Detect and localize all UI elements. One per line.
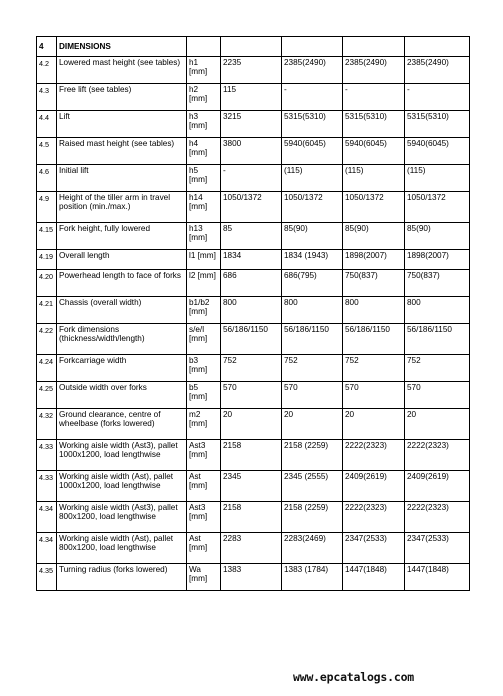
row-value: 686(795) xyxy=(282,270,343,297)
row-value: 2283 xyxy=(221,533,282,564)
row-value: 2235 xyxy=(221,57,282,84)
header-empty-cell xyxy=(343,37,405,57)
row-value: 56/186/1150 xyxy=(282,324,343,355)
row-value: 1050/1372 xyxy=(221,192,282,223)
row-value: 800 xyxy=(221,297,282,324)
row-value: 5940(6045) xyxy=(282,138,343,165)
row-label: Height of the tiller arm in travel position (min./max.) xyxy=(57,192,187,223)
row-value: 1050/1372 xyxy=(405,192,470,223)
row-symbol: Ast3 [mm] xyxy=(187,440,221,471)
header-empty-cell xyxy=(282,37,343,57)
row-value: 1447(1848) xyxy=(405,564,470,591)
section-title: DIMENSIONS xyxy=(57,37,187,57)
row-value: 1834 (1943) xyxy=(282,250,343,270)
header-empty-cell xyxy=(405,37,470,57)
row-number: 4.33 xyxy=(37,471,57,502)
row-label: Fork height, fully lowered xyxy=(57,223,187,250)
table-row xyxy=(37,564,470,591)
row-value: 2222(2323) xyxy=(405,502,470,533)
row-number: 4.20 xyxy=(37,270,57,297)
row-label: Outside width over forks xyxy=(57,382,187,409)
row-label: Overall length xyxy=(57,250,187,270)
row-value: 20 xyxy=(405,409,470,440)
row-symbol: b5 [mm] xyxy=(187,382,221,409)
row-value: 5940(6045) xyxy=(405,138,470,165)
row-value: 1898(2007) xyxy=(343,250,405,270)
table-row xyxy=(37,223,470,250)
row-value: 5315(5310) xyxy=(343,111,405,138)
row-value: 20 xyxy=(343,409,405,440)
table-header-row xyxy=(37,37,470,57)
row-label: Forkcarriage width xyxy=(57,355,187,382)
dimensions-table xyxy=(36,36,470,591)
row-number: 4.33 xyxy=(37,440,57,471)
footer-url: www.epcatalogs.com xyxy=(293,670,415,684)
table-row xyxy=(37,355,470,382)
table-row xyxy=(37,440,470,471)
table-row xyxy=(37,502,470,533)
row-label: Chassis (overall width) xyxy=(57,297,187,324)
row-value: 2345 xyxy=(221,471,282,502)
table-row xyxy=(37,84,470,111)
table-row xyxy=(37,471,470,502)
row-number: 4.34 xyxy=(37,502,57,533)
row-symbol: h3 [mm] xyxy=(187,111,221,138)
row-value: - xyxy=(221,165,282,192)
row-value: 570 xyxy=(221,382,282,409)
row-value: 115 xyxy=(221,84,282,111)
row-value: 750(837) xyxy=(405,270,470,297)
row-label: Turning radius (forks lowered) xyxy=(57,564,187,591)
row-value: (115) xyxy=(282,165,343,192)
row-label: Initial lift xyxy=(57,165,187,192)
row-value: 2385(2490) xyxy=(343,57,405,84)
row-number: 4.9 xyxy=(37,192,57,223)
table-row xyxy=(37,165,470,192)
row-symbol: h14 [mm] xyxy=(187,192,221,223)
header-empty-cell xyxy=(221,37,282,57)
row-symbol: h4 [mm] xyxy=(187,138,221,165)
row-value: 2158 (2259) xyxy=(282,502,343,533)
row-value: 1050/1372 xyxy=(343,192,405,223)
row-value: 3800 xyxy=(221,138,282,165)
row-value: 752 xyxy=(282,355,343,382)
row-number: 4.6 xyxy=(37,165,57,192)
row-label: Working aisle width (Ast), pallet 800x1200, load lengthwise xyxy=(57,533,187,564)
row-value: 2158 xyxy=(221,502,282,533)
row-number: 4.19 xyxy=(37,250,57,270)
row-value: - xyxy=(343,84,405,111)
row-number: 4.25 xyxy=(37,382,57,409)
row-symbol: Ast3 [mm] xyxy=(187,502,221,533)
row-value: 1050/1372 xyxy=(282,192,343,223)
row-number: 4.5 xyxy=(37,138,57,165)
row-value: 1898(2007) xyxy=(405,250,470,270)
row-number: 4.24 xyxy=(37,355,57,382)
table-row xyxy=(37,138,470,165)
row-value: 5315(5310) xyxy=(405,111,470,138)
table-row xyxy=(37,297,470,324)
row-symbol: h1 [mm] xyxy=(187,57,221,84)
header-empty-cell xyxy=(187,37,221,57)
row-value: 2222(2323) xyxy=(405,440,470,471)
row-number: 4.21 xyxy=(37,297,57,324)
row-value: 1383 (1784) xyxy=(282,564,343,591)
row-value: 85(90) xyxy=(405,223,470,250)
row-value: 2385(2490) xyxy=(405,57,470,84)
row-value: 750(837) xyxy=(343,270,405,297)
row-value: 5940(6045) xyxy=(343,138,405,165)
row-symbol: l2 [mm] xyxy=(187,270,221,297)
row-label: Free lift (see tables) xyxy=(57,84,187,111)
row-number: 4.4 xyxy=(37,111,57,138)
row-symbol: Wa [mm] xyxy=(187,564,221,591)
row-value: 800 xyxy=(405,297,470,324)
row-symbol: h13 [mm] xyxy=(187,223,221,250)
row-symbol: Ast [mm] xyxy=(187,533,221,564)
row-symbol: b3 [mm] xyxy=(187,355,221,382)
row-value: 2345 (2555) xyxy=(282,471,343,502)
row-number: 4.34 xyxy=(37,533,57,564)
row-value: - xyxy=(405,84,470,111)
row-value: - xyxy=(282,84,343,111)
row-value: 20 xyxy=(282,409,343,440)
row-value: 686 xyxy=(221,270,282,297)
table-row xyxy=(37,324,470,355)
table-row xyxy=(37,270,470,297)
row-number: 4.15 xyxy=(37,223,57,250)
row-value: 1834 xyxy=(221,250,282,270)
row-label: Raised mast height (see tables) xyxy=(57,138,187,165)
table-row xyxy=(37,533,470,564)
row-value: 3215 xyxy=(221,111,282,138)
table-row xyxy=(37,409,470,440)
row-value: 2409(2619) xyxy=(343,471,405,502)
row-value: 752 xyxy=(405,355,470,382)
row-symbol: s/e/l [mm] xyxy=(187,324,221,355)
row-label: Working aisle width (Ast3), pallet 1000x1200, load lengthwise xyxy=(57,440,187,471)
row-symbol: h2 [mm] xyxy=(187,84,221,111)
row-number: 4.2 xyxy=(37,57,57,84)
row-value: 2283(2469) xyxy=(282,533,343,564)
row-value: 570 xyxy=(343,382,405,409)
row-symbol: b1/b2 [mm] xyxy=(187,297,221,324)
row-label: Lowered mast height (see tables) xyxy=(57,57,187,84)
row-value: 2222(2323) xyxy=(343,440,405,471)
row-number: 4.3 xyxy=(37,84,57,111)
row-value: 2158 (2259) xyxy=(282,440,343,471)
row-value: 2158 xyxy=(221,440,282,471)
row-value: (115) xyxy=(343,165,405,192)
row-value: 570 xyxy=(405,382,470,409)
row-value: 2347(2533) xyxy=(343,533,405,564)
row-value: 800 xyxy=(282,297,343,324)
row-symbol: Ast [mm] xyxy=(187,471,221,502)
row-value: 85(90) xyxy=(282,223,343,250)
row-label: Fork dimensions (thickness/width/length) xyxy=(57,324,187,355)
row-symbol: h5 [mm] xyxy=(187,165,221,192)
row-value: 752 xyxy=(221,355,282,382)
row-value: 570 xyxy=(282,382,343,409)
row-value: (115) xyxy=(405,165,470,192)
row-value: 56/186/1150 xyxy=(405,324,470,355)
row-number: 4.32 xyxy=(37,409,57,440)
row-value: 2222(2323) xyxy=(343,502,405,533)
row-value: 85(90) xyxy=(343,223,405,250)
row-value: 85 xyxy=(221,223,282,250)
row-label: Lift xyxy=(57,111,187,138)
row-symbol: l1 [mm] xyxy=(187,250,221,270)
row-label: Working aisle width (Ast3), pallet 800x1200, load lengthwise xyxy=(57,502,187,533)
row-value: 5315(5310) xyxy=(282,111,343,138)
row-number: 4.22 xyxy=(37,324,57,355)
row-value: 1447(1848) xyxy=(343,564,405,591)
row-value: 752 xyxy=(343,355,405,382)
row-value: 20 xyxy=(221,409,282,440)
section-number: 4 xyxy=(37,37,57,57)
row-label: Ground clearance, centre of wheelbase (forks lowered) xyxy=(57,409,187,440)
row-number: 4.35 xyxy=(37,564,57,591)
table-row xyxy=(37,250,470,270)
row-value: 1383 xyxy=(221,564,282,591)
row-value: 2347(2533) xyxy=(405,533,470,564)
table-row xyxy=(37,192,470,223)
table-row xyxy=(37,382,470,409)
row-value: 2409(2619) xyxy=(405,471,470,502)
table-row xyxy=(37,57,470,84)
row-value: 800 xyxy=(343,297,405,324)
row-symbol: m2 [mm] xyxy=(187,409,221,440)
row-value: 2385(2490) xyxy=(282,57,343,84)
table-row xyxy=(37,111,470,138)
row-label: Powerhead length to face of forks xyxy=(57,270,187,297)
row-label: Working aisle width (Ast), pallet 1000x1200, load lengthwise xyxy=(57,471,187,502)
row-value: 56/186/1150 xyxy=(343,324,405,355)
row-value: 56/186/1150 xyxy=(221,324,282,355)
